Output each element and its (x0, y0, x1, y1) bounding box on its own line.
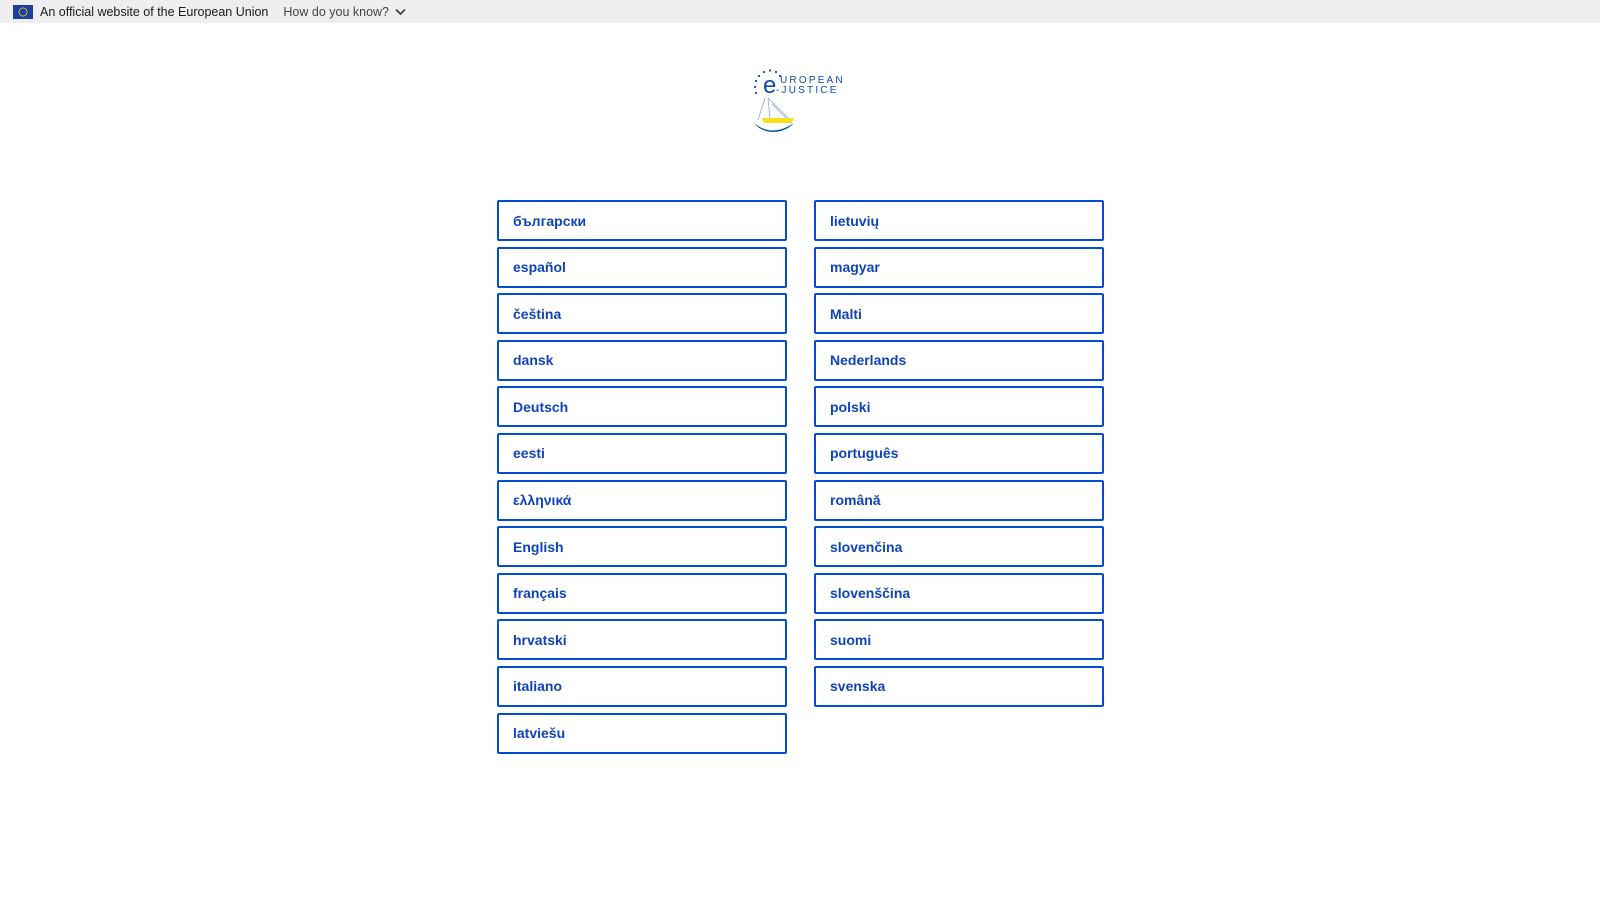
language-column-right (814, 200, 1104, 713)
language-button-lv[interactable]: latviešu (497, 713, 787, 754)
language-button-bg[interactable]: български (497, 200, 787, 241)
logo-text-line2: -JUSTICE (776, 85, 839, 96)
language-button-et[interactable]: eesti (497, 433, 787, 474)
language-button-lt[interactable]: lietuvių (814, 200, 1104, 241)
chevron-down-icon (395, 8, 406, 16)
language-button-it[interactable]: italiano (497, 666, 787, 707)
language-button-cs[interactable]: čeština (497, 293, 787, 334)
european-e-justice-logo[interactable] (748, 68, 848, 136)
logo-text-line1: UROPEAN (780, 75, 845, 86)
how-do-you-know-label: How do you know? (283, 4, 390, 19)
eu-official-bar (0, 0, 1600, 23)
language-button-sk[interactable]: slovenčina (814, 526, 1104, 567)
language-button-hr[interactable]: hrvatski (497, 619, 787, 660)
language-button-hu[interactable]: magyar (814, 247, 1104, 288)
eu-official-text: An official website of the European Union (40, 4, 269, 19)
language-button-fr[interactable]: français (497, 573, 787, 614)
language-button-en[interactable]: English (497, 526, 787, 567)
language-button-sl[interactable]: slovenščina (814, 573, 1104, 614)
logo-scales-icon (754, 98, 794, 132)
language-button-nl[interactable]: Nederlands (814, 340, 1104, 381)
language-button-fi[interactable]: suomi (814, 619, 1104, 660)
language-button-da[interactable]: dansk (497, 340, 787, 381)
language-button-pl[interactable]: polski (814, 386, 1104, 427)
language-button-mt[interactable]: Malti (814, 293, 1104, 334)
language-button-pt[interactable]: português (814, 433, 1104, 474)
language-column-left (497, 200, 787, 759)
logo-letter: e (763, 72, 777, 99)
language-button-ro[interactable]: română (814, 480, 1104, 521)
eu-flag-icon (13, 5, 33, 19)
language-button-el[interactable]: ελληνικά (497, 480, 787, 521)
language-button-sv[interactable]: svenska (814, 666, 1104, 707)
language-button-es[interactable]: español (497, 247, 787, 288)
language-button-de[interactable]: Deutsch (497, 386, 787, 427)
how-do-you-know-toggle[interactable] (283, 5, 406, 19)
